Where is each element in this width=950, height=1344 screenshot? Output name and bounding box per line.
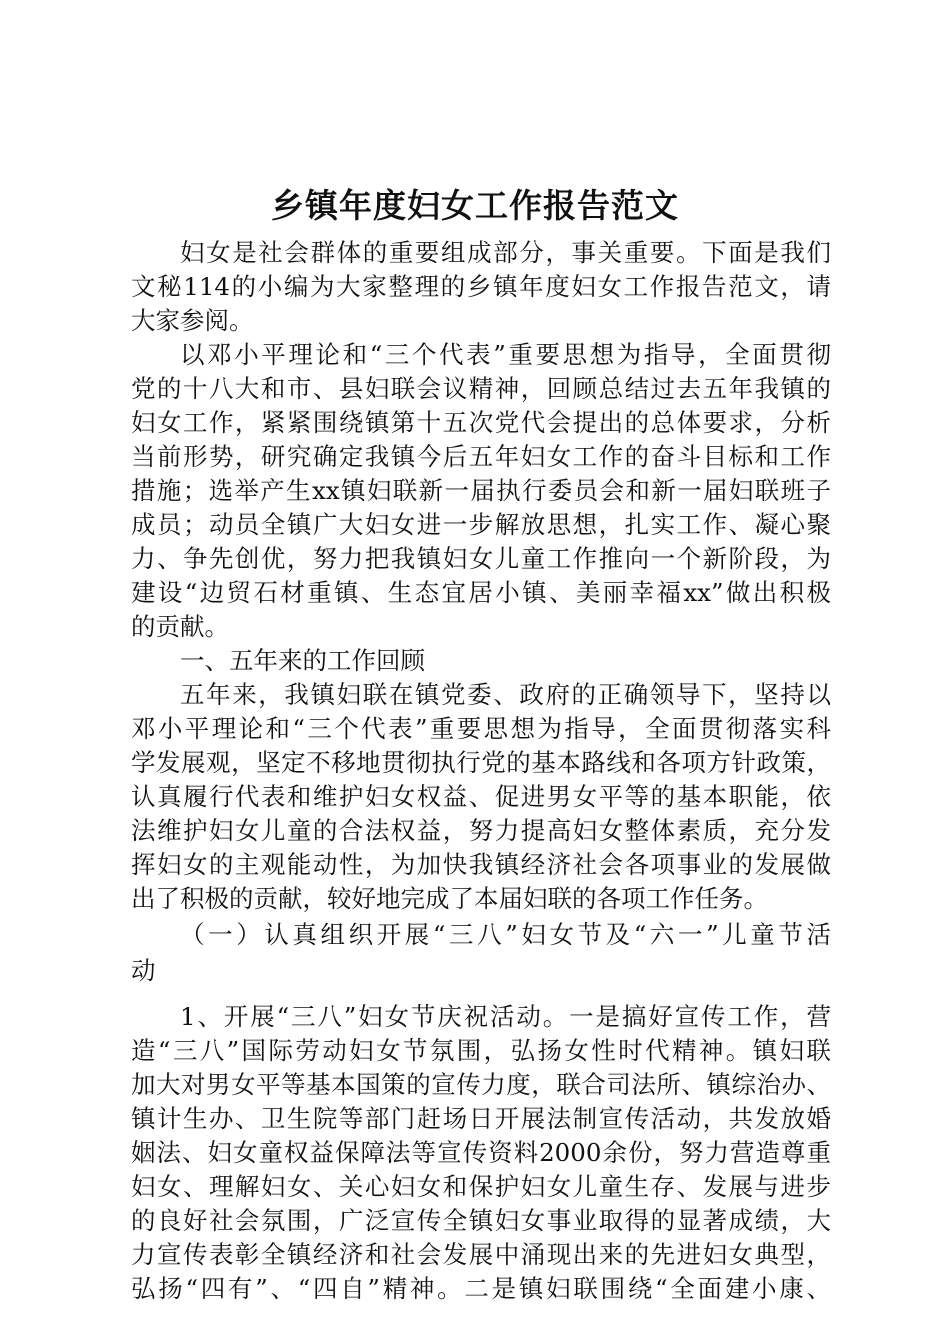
subsection-heading: 动	[131, 956, 156, 985]
paragraph-line: 当前形势，研究确定我镇今后五年妇女工作的奋斗目标和工作	[131, 442, 831, 471]
paragraph-line: 的良好社会氛围，广泛宣传全镇妇女事业取得的显著成绩，大	[131, 1206, 831, 1235]
paragraph-line: 镇计生办、卫生院等部门赶场日开展法制宣传活动，共发放婚	[131, 1104, 831, 1133]
paragraph-line: 大家参阅。	[131, 306, 254, 335]
paragraph-line: 妇女、理解妇女、关心妇女和保护妇女儿童生存、发展与进步	[131, 1172, 831, 1201]
paragraph-line: 党的十八大和市、县妇联会议精神，回顾总结过去五年我镇的	[131, 374, 831, 403]
paragraph-line: 建设“边贸石材重镇、生态宜居小镇、美丽幸福xx”做出积极	[131, 578, 831, 607]
paragraph-line: 文秘114的小编为大家整理的乡镇年度妇女工作报告范文，请	[131, 272, 831, 301]
paragraph-line: 弘扬“四有”、“四自”精神。二是镇妇联围绕“全面建小康、	[131, 1274, 831, 1303]
paragraph-line: 1、开展“三八”妇女节庆祝活动。一是搞好宣传工作，营	[180, 1002, 831, 1031]
paragraph-line: 姻法、妇女童权益保障法等宣传资料2000余份，努力营造尊重	[131, 1138, 831, 1167]
paragraph-line: 邓小平理论和“三个代表”重要思想为指导，全面贯彻落实科	[131, 714, 831, 743]
paragraph-line: 法维护妇女儿童的合法权益，努力提高妇女整体素质，充分发	[131, 816, 831, 845]
paragraph-line: 力宣传表彰全镇经济和社会发展中涌现出来的先进妇女典型，	[131, 1240, 831, 1269]
paragraph-line: 妇女工作，紧紧围绕镇第十五次党代会提出的总体要求，分析	[131, 408, 831, 437]
paragraph-line: 加大对男女平等基本国策的宣传力度，联合司法所、镇综治办、	[131, 1070, 831, 1099]
paragraph-line: 成员；动员全镇广大妇女进一步解放思想，扎实工作、凝心聚	[131, 510, 831, 539]
section-heading: 一、五年来的工作回顾	[180, 646, 425, 675]
paragraph-line: 挥妇女的主观能动性，为加快我镇经济社会各项事业的发展做	[131, 850, 831, 879]
paragraph-line: 以邓小平理论和“三个代表”重要思想为指导，全面贯彻	[180, 340, 831, 369]
paragraph-line: 学发展观，坚定不移地贯彻执行党的基本路线和各项方针政策，	[131, 748, 831, 777]
paragraph-line: 五年来，我镇妇联在镇党委、政府的正确领导下，坚持以	[180, 680, 831, 709]
paragraph-line: 力、争先创优，努力把我镇妇女儿童工作推向一个新阶段，为	[131, 544, 831, 573]
paragraph-line: 的贡献。	[131, 612, 229, 641]
paragraph-line: 认真履行代表和维护妇女权益、促进男女平等的基本职能，依	[131, 782, 831, 811]
paragraph-line: 措施；选举产生xx镇妇联新一届执行委员会和新一届妇联班子	[131, 476, 831, 505]
paragraph-line: 出了积极的贡献，较好地完成了本届妇联的各项工作任务。	[131, 884, 768, 913]
document-title: 乡镇年度妇女工作报告范文	[271, 186, 679, 225]
paragraph-line: 造“三八”国际劳动妇女节氛围，弘扬女性时代精神。镇妇联	[131, 1036, 831, 1065]
paragraph-line: 妇女是社会群体的重要组成部分，事关重要。下面是我们	[180, 238, 831, 267]
subsection-heading: （一）认真组织开展“三八”妇女节及“六一”儿童节活	[180, 920, 831, 949]
